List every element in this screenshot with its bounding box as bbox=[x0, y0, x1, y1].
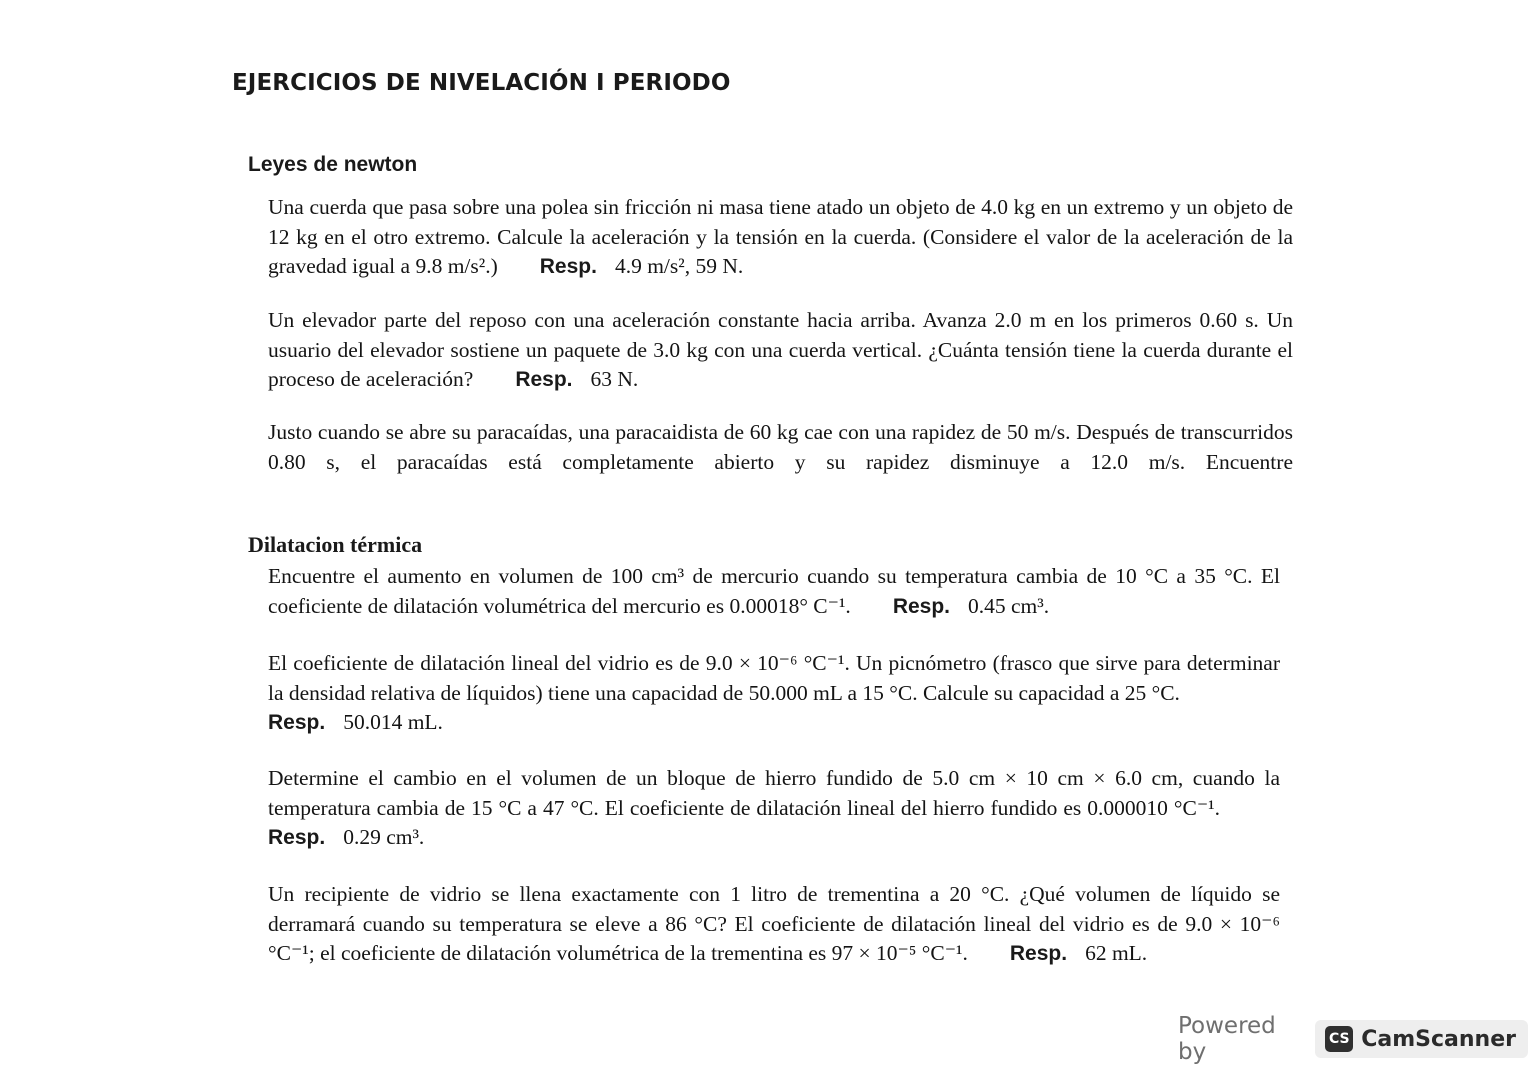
problem-text: Encuentre el aumento en volumen de 100 cm³ de mercurio cuando su temperatura cambia de 10 °C a 35 °C. El coeficiente de dilatación volumétrica del mercurio es 0.00018° C⁻¹. bbox=[268, 564, 1280, 618]
problem-text: Un recipiente de vidrio se llena exactamente con 1 litro de trementina a 20 °C. ¿Qué volumen de líquido se derramará cuando su temperatura se eleve a 86 °C? El coeficiente de dilatación lineal del vidrio es de 9.0 × 10⁻⁶ °C⁻¹; el coeficiente de dilatación volumétrica de la trementina es 97 × 10⁻⁵ °C⁻¹. bbox=[268, 882, 1280, 965]
section-heading-dilatacion: Dilatacion térmica bbox=[248, 532, 423, 557]
problem-answer: 0.29 cm³. bbox=[343, 825, 425, 849]
resp-label: Resp. bbox=[515, 368, 573, 391]
problem-answer: 50.014 mL. bbox=[343, 710, 443, 734]
problem-answer: 62 mL. bbox=[1085, 941, 1148, 965]
problem-newton-3 bbox=[268, 418, 1293, 477]
watermark-prefix: Powered by bbox=[1178, 1013, 1276, 1065]
camscanner-logo-icon: CS bbox=[1325, 1026, 1353, 1052]
problem-newton-2 bbox=[268, 306, 1293, 395]
watermark-brand: CamScanner bbox=[1361, 1026, 1516, 1052]
camscanner-watermark bbox=[1178, 1013, 1528, 1065]
problem-text: Un elevador parte del reposo con una aceleración constante hacia arriba. Avanza 2.0 m en los primeros 0.60 s. Un usuario del elevador sostiene un paquete de 3.0 kg con una cuerda vertical. ¿Cuánta tensión tiene la cuerda durante el proceso de aceleración? bbox=[268, 308, 1293, 391]
resp-label: Resp. bbox=[539, 255, 597, 278]
problem-answer: 0.45 cm³. bbox=[968, 593, 1050, 618]
problem-text: Una cuerda que pasa sobre una polea sin fricción ni masa tiene atado un objeto de 4.0 kg en un extremo y un objeto de 12 kg en el otro extremo. Calcule la aceleración y la tensión en la cuerda. (Considere el valor de la aceleración de la gravedad igual a 9.8 m/s².) bbox=[268, 195, 1293, 278]
problem-dilatacion-4 bbox=[268, 880, 1280, 969]
problem-text: Determine el cambio en el volumen de un bloque de hierro fundido de 5.0 cm × 10 cm × 6.0 cm, cuando la temperatura cambia de 15 °C a 47 °C. El coeficiente de dilatación lineal del hierro fundido es 0.000010 °C⁻¹. bbox=[268, 766, 1280, 820]
camscanner-badge bbox=[1315, 1020, 1528, 1058]
problem-text: Justo cuando se abre su paracaídas, una paracaidista de 60 kg cae con una rapidez de 50 m/s. Después de transcurridos 0.80 s, el paracaídas está completamente abierto y su rapidez disminuye a 12.0 m/s. Encuentre bbox=[268, 420, 1293, 474]
problem-dilatacion-2 bbox=[268, 649, 1280, 738]
section-heading-newton: Leyes de newton bbox=[248, 153, 418, 176]
problem-newton-1 bbox=[268, 193, 1293, 282]
resp-label: Resp. bbox=[1009, 942, 1068, 965]
page-title: EJERCICIOS DE NIVELACIÓN I PERIODO bbox=[232, 70, 731, 96]
problem-dilatacion-1 bbox=[268, 562, 1280, 621]
problem-dilatacion-3 bbox=[268, 764, 1280, 853]
problem-answer: 4.9 m/s², 59 N. bbox=[614, 254, 744, 278]
resp-label: Resp. bbox=[268, 711, 326, 734]
resp-label: Resp. bbox=[268, 826, 326, 849]
resp-label: Resp. bbox=[892, 594, 950, 618]
problem-answer: 63 N. bbox=[590, 367, 639, 391]
problem-text: El coeficiente de dilatación lineal del vidrio es de 9.0 × 10⁻⁶ °C⁻¹. Un picnómetro (frasco que sirve para determinar la densidad relativa de líquidos) tiene una capacidad de 50.000 mL a 15 °C. Calcule su capacidad a 25 °C. bbox=[268, 651, 1280, 705]
